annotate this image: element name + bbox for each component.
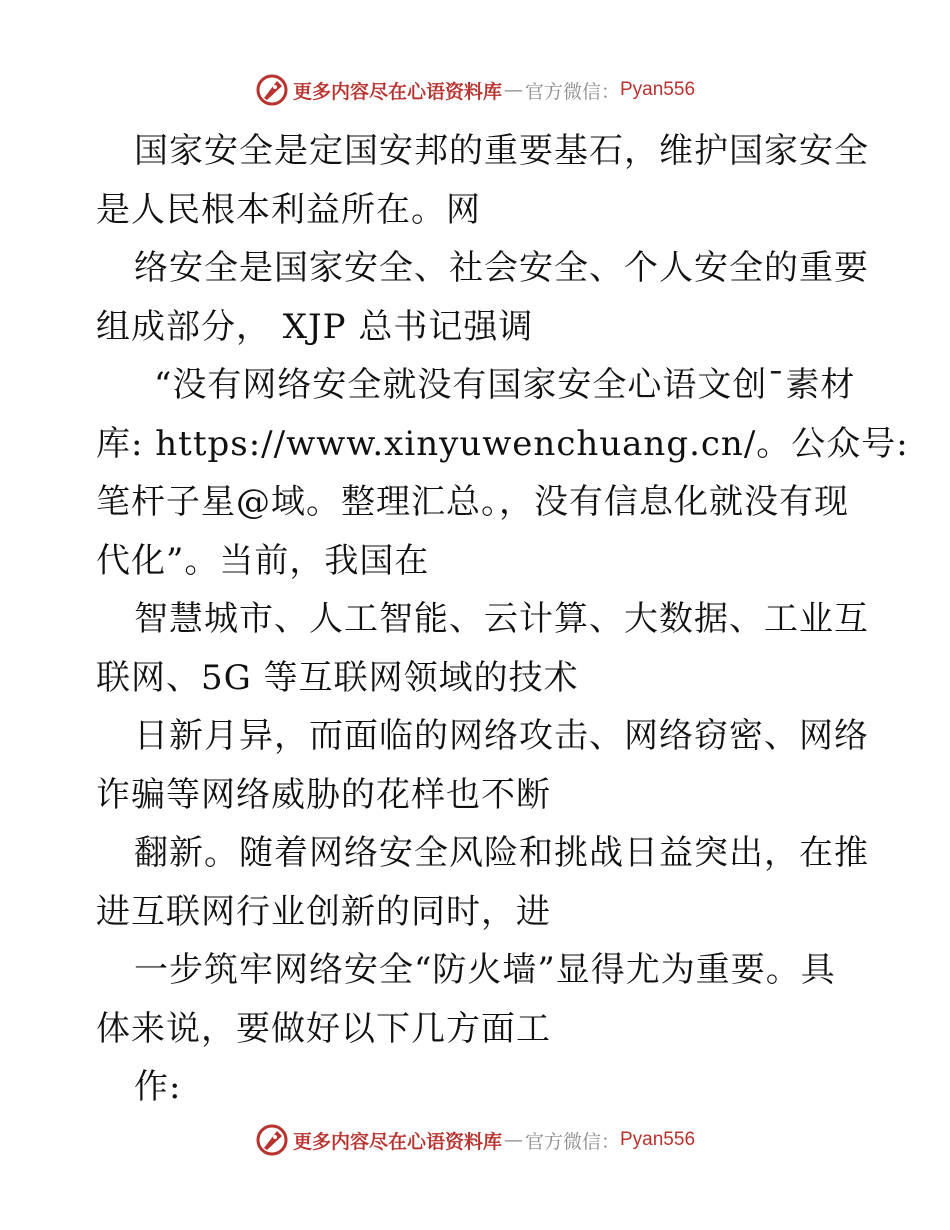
header-banner — [0, 70, 950, 110]
body-line: 进互联网行业创新的同时，进 — [96, 891, 551, 932]
body-line: “没有网络安全就没有国家安全心语文创¯素材 — [154, 365, 856, 405]
footer-banner-text: 更多内容尽在心语资料库 — [292, 1130, 502, 1153]
body-line: 作: — [134, 1067, 182, 1107]
footer-separator: — — [503, 1129, 523, 1151]
body-line: 组成部分， XJP 总书记强调 — [96, 306, 534, 347]
body-line: 国家安全是定国安邦的重要基石，维护国家安全 — [134, 131, 869, 171]
footer-wechat-id: Pyan556 — [620, 1129, 696, 1150]
body-line: 翻新。随着网络安全风险和挑战日益突出，在推 — [134, 833, 869, 873]
pen-nib-logo-icon — [255, 73, 289, 107]
header-wechat-label: 官方微信： — [524, 80, 620, 103]
body-line: 日新月异，而面临的网络攻击、网络窃密、网络 — [134, 716, 869, 756]
document-body — [96, 122, 909, 1117]
body-line: 是人民根本利益所在。网 — [96, 189, 481, 230]
body-line: 诈骗等网络威胁的花样也不断 — [96, 774, 551, 815]
body-line: 络安全是国家安全、社会安全、个人安全的重要 — [134, 248, 869, 288]
footer-banner — [0, 1120, 950, 1160]
header-banner-text: 更多内容尽在心语资料库 — [292, 80, 502, 103]
body-line: 库: https://www.xinyuwenchuang.cn/。公众号: — [96, 423, 909, 464]
body-line: 代化”。当前，我国在 — [96, 540, 430, 581]
body-line: 一步筑牢网络安全“防火墙”显得尤为重要。具 — [134, 950, 836, 990]
footer-wechat-label: 官方微信： — [524, 1130, 620, 1153]
pen-nib-logo-icon — [255, 1123, 289, 1157]
header-separator: — — [503, 79, 523, 101]
header-wechat-id: Pyan556 — [620, 79, 696, 100]
body-line: 联网、5G 等互联网领域的技术 — [96, 657, 579, 698]
body-line: 智慧城市、人工智能、云计算、大数据、工业互 — [134, 599, 869, 639]
body-line: 体来说，要做好以下几方面工 — [96, 1008, 551, 1049]
body-line: 笔杆子星@域。整理汇总。，没有信息化就没有现 — [96, 482, 849, 522]
